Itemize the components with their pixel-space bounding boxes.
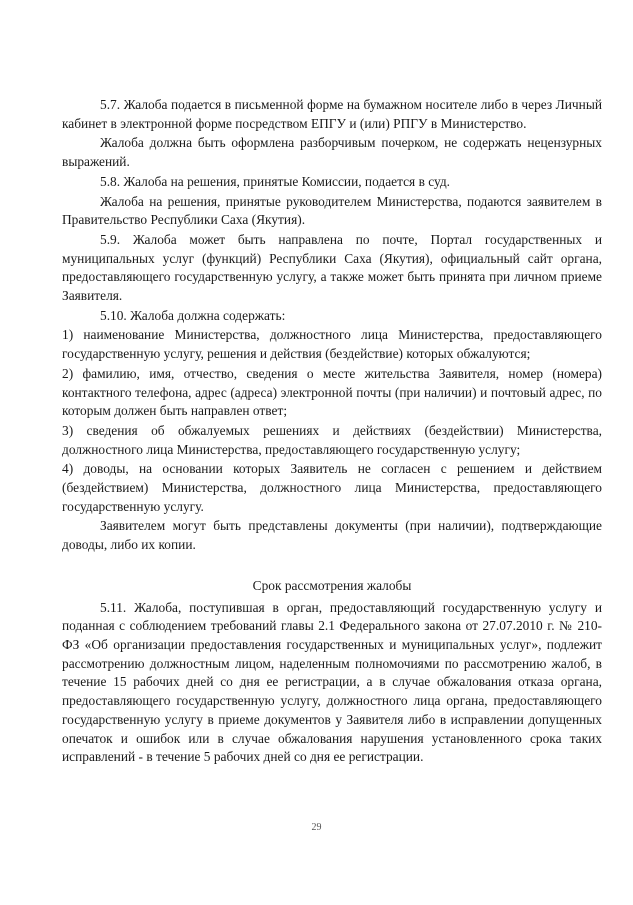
list-item-2: 2) фамилию, имя, отчество, сведения о месте жительства Заявителя, номер (номера) контактного телефона, адрес (адреса) электронной почты (при наличии) и почтовый адрес, по которым должен быть направлен ответ; (62, 365, 602, 419)
paragraph-5-7: 5.7. Жалоба подается в письменной форме на бумажном носителе либо в через Личный кабинет в электронной форме посредством ЕПГУ и (или) РПГУ в Министерство. (62, 97, 602, 131)
paragraph-5-9: 5.9. Жалоба может быть направлена по почте, Портал государственных и муниципальных услуг (функций) Республики Саха (Якутия), официальный сайт органа, предоставляющего государственную услугу, а также может быть принята при личном приеме Заявителя. (62, 231, 602, 304)
paragraph-supporting-documents: Заявителем могут быть представлены документы (при наличии), подтверждающие доводы, либо их копии. (62, 518, 602, 553)
paragraph-5-11: 5.11. Жалоба, поступившая в орган, предоставляющий государственную услугу и поданная с соблюдением требований главы 2.1 Федерального закона от 27.07.2010 г. № 210-ФЗ «Об организации предоставления государственных и муниципальных услуг», подлежит рассмотрению должностным лицом, наделенным полномочиями по рассмотрению жалоб, в течение 15 рабочих дней со дня ее регистрации, а в случае обжалования отказа органа, предоставляющего государственную услугу, должностного лица органа, предоставляющего государственную услугу в приеме документов у Заявителя либо в исправлении допущенных опечаток и ошибок или в случае обжалования нарушения установленного срока таких исправлений - в течение 5 рабочих дней со дня ее регистрации. (62, 599, 602, 765)
paragraph-5-8: 5.8. Жалоба на решения, принятые Комиссии, подается в суд. (100, 173, 451, 189)
section-title: Срок рассмотрения жалобы (252, 577, 412, 593)
list-item-4: 4) доводы, на основании которых Заявитель не согласен с решением и действием (бездействием) Министерства, должностного лица Министерства, предоставляющего государственную услугу. (62, 461, 602, 514)
paragraph-5-10: 5.10. Жалоба должна содержать: (100, 307, 286, 323)
list-item-3: 3) сведения об обжалуемых решениях и действиях (бездействии) Министерства, должностного лица Министерства, предоставляющего государственную услугу; (62, 422, 602, 457)
paragraph-handwriting-requirement: Жалоба должна быть оформлена разборчивым почерком, не содержать нецензурных выражений. (62, 135, 602, 170)
document-body (62, 96, 602, 767)
paragraph-5-8-appeal-government: Жалоба на решения, принятые руководителем Министерства, подаются заявителем в Правительство Республики Саха (Якутия). (62, 193, 602, 228)
page-number: 29 (311, 822, 322, 833)
list-item-1: 1) наименование Министерства, должностного лица Министерства, предоставляющего государственную услугу, решения и действия (бездействие) которых обжалуются; (62, 327, 602, 362)
